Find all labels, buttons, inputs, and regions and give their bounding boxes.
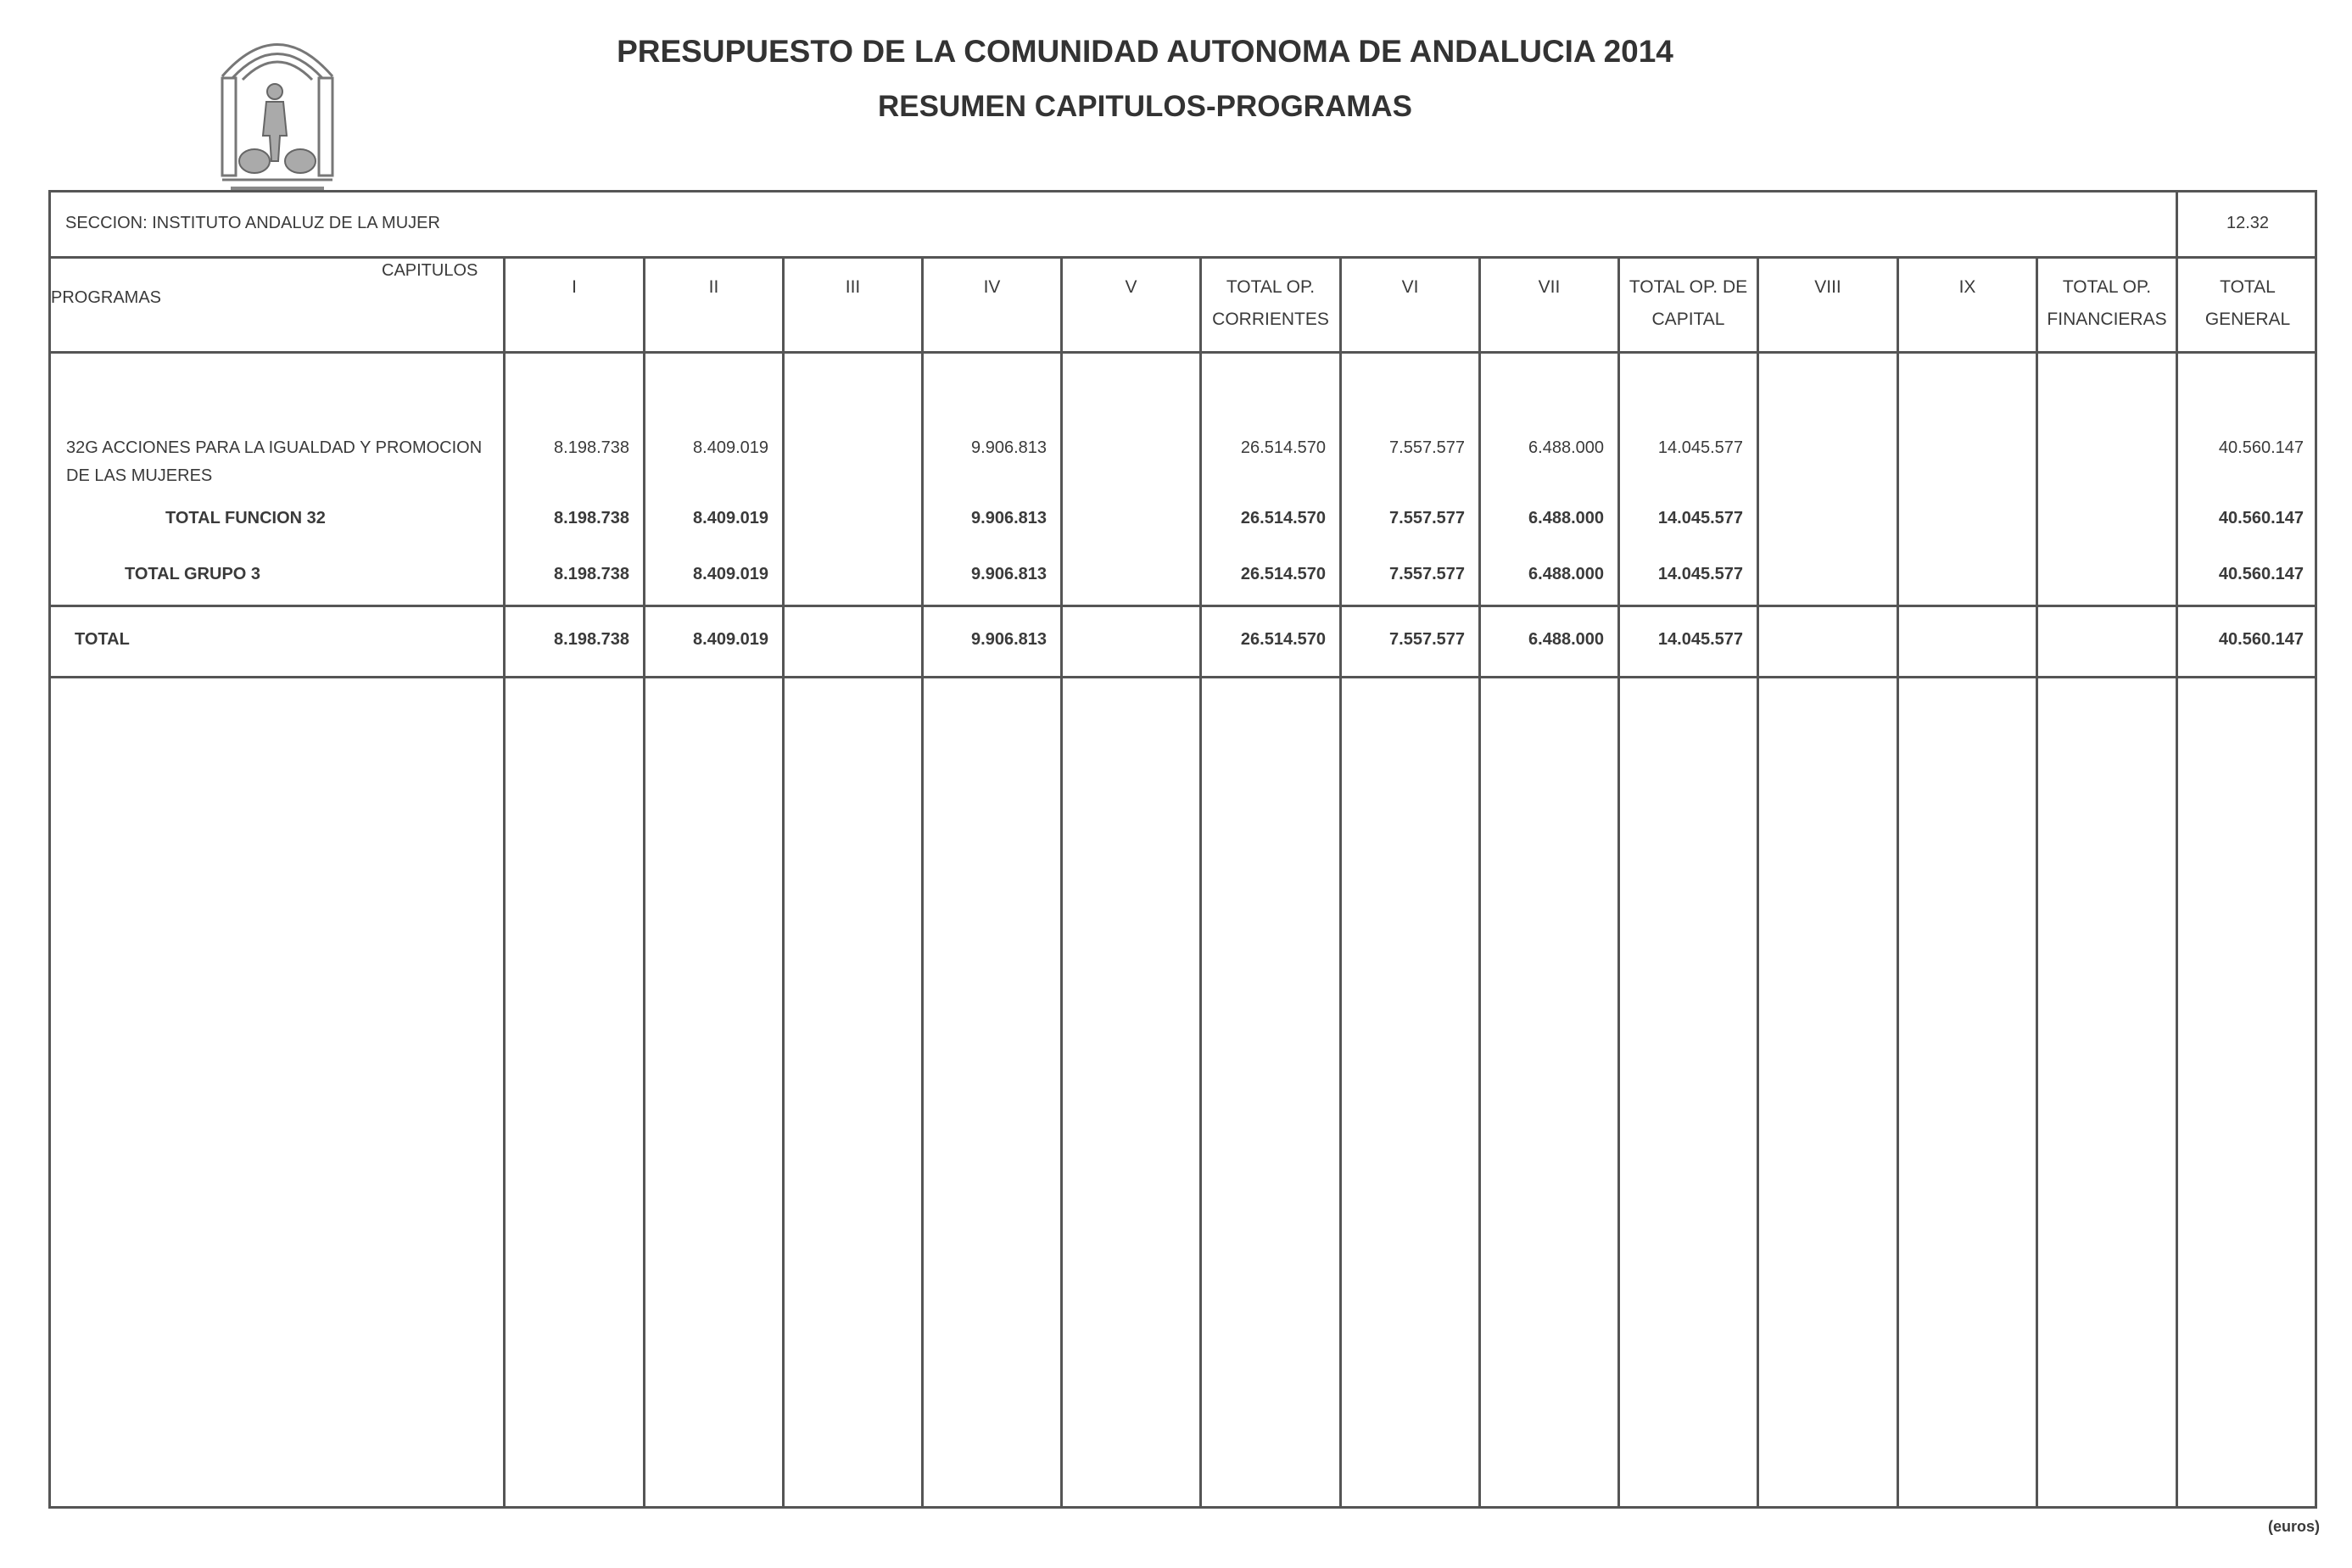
column-header-ii: II bbox=[708, 277, 719, 297]
column-header-vi: VI bbox=[1401, 277, 1419, 297]
budget-table bbox=[48, 190, 2317, 1509]
units-note: (euros) bbox=[2267, 1518, 2320, 1535]
total-vi: 7.557.577 bbox=[1389, 630, 1465, 649]
cell-vi: 7.557.577 bbox=[1389, 438, 1465, 457]
rule-below-total bbox=[48, 676, 2317, 678]
total-i: 8.198.738 bbox=[554, 630, 629, 649]
total-ii: 8.409.019 bbox=[693, 630, 768, 649]
corner-programas-label: PROGRAMAS bbox=[51, 288, 162, 307]
cell-iv: 9.906.813 bbox=[971, 438, 1047, 457]
cell-total-op-capital: 14.045.577 bbox=[1657, 565, 1743, 583]
column-header-i: I bbox=[572, 277, 577, 297]
column-divider bbox=[1060, 256, 1063, 1509]
row-label: TOTAL GRUPO 3 bbox=[125, 565, 261, 583]
section-code: 12.32 bbox=[2226, 214, 2270, 232]
cell-i: 8.198.738 bbox=[554, 509, 629, 527]
column-header-iii: III bbox=[845, 277, 861, 297]
cell-i: 8.198.738 bbox=[554, 438, 629, 457]
row-label-continuation: DE LAS MUJERES bbox=[66, 466, 213, 485]
total-label: TOTAL bbox=[75, 630, 130, 649]
total-op-capital: 14.045.577 bbox=[1657, 630, 1743, 649]
cell-ii: 8.409.019 bbox=[693, 565, 768, 583]
column-divider bbox=[782, 256, 785, 1509]
total-general: 40.560.147 bbox=[2218, 630, 2304, 649]
andalucia-coat-of-arms-icon bbox=[214, 25, 341, 195]
corner-capitulos-label: CAPITULOS bbox=[382, 261, 478, 280]
column-header-iv: IV bbox=[983, 277, 1001, 297]
row-label: 32G ACCIONES PARA LA IGUALDAD Y PROMOCION bbox=[66, 438, 483, 457]
column-divider bbox=[2036, 256, 2038, 1509]
total-iv: 9.906.813 bbox=[971, 630, 1047, 649]
section-label: SECCION: INSTITUTO ANDALUZ DE LA MUJER bbox=[65, 214, 440, 232]
cell-total-op-corrientes: 26.514.570 bbox=[1240, 565, 1326, 583]
cell-total-op-corrientes: 26.514.570 bbox=[1240, 438, 1326, 457]
cell-vii: 6.488.000 bbox=[1528, 438, 1604, 457]
document-title: PRESUPUESTO DE LA COMUNIDAD AUTONOMA DE ANDALUCIA 2014 bbox=[617, 34, 1673, 69]
cell-iv: 9.906.813 bbox=[971, 565, 1047, 583]
cell-total-op-corrientes: 26.514.570 bbox=[1240, 509, 1326, 527]
rule-below-section bbox=[48, 256, 2317, 259]
column-header-v: V bbox=[1125, 277, 1137, 297]
cell-total-general: 40.560.147 bbox=[2218, 565, 2304, 583]
cell-vii: 6.488.000 bbox=[1528, 509, 1604, 527]
cell-iv: 9.906.813 bbox=[971, 509, 1047, 527]
document-subtitle: RESUMEN CAPITULOS-PROGRAMAS bbox=[877, 90, 1413, 123]
cell-total-op-capital: 14.045.577 bbox=[1657, 438, 1743, 457]
column-header-ix: IX bbox=[1958, 277, 1976, 297]
column-header-total-op-corrientes: TOTAL OP. CORRIENTES bbox=[1212, 277, 1329, 329]
column-divider bbox=[1897, 256, 1899, 1509]
row-label: TOTAL FUNCION 32 bbox=[165, 509, 326, 527]
rule-above-total bbox=[48, 605, 2317, 607]
cell-i: 8.198.738 bbox=[554, 565, 629, 583]
cell-ii: 8.409.019 bbox=[693, 438, 768, 457]
column-header-total-op-financieras: TOTAL OP. FINANCIERAS bbox=[2047, 277, 2167, 329]
column-header-viii: VIII bbox=[1814, 277, 1841, 297]
cell-vi: 7.557.577 bbox=[1389, 565, 1465, 583]
rule-below-header bbox=[48, 351, 2317, 354]
cell-ii: 8.409.019 bbox=[693, 509, 768, 527]
cell-total-general: 40.560.147 bbox=[2218, 438, 2304, 457]
column-header-total-general: TOTAL GENERAL bbox=[2204, 277, 2291, 329]
cell-total-op-capital: 14.045.577 bbox=[1657, 509, 1743, 527]
cell-vi: 7.557.577 bbox=[1389, 509, 1465, 527]
column-header-total-op-capital: TOTAL OP. DE CAPITAL bbox=[1629, 277, 1748, 329]
column-header-vii: VII bbox=[1538, 277, 1561, 297]
cell-total-general: 40.560.147 bbox=[2218, 509, 2304, 527]
cell-vii: 6.488.000 bbox=[1528, 565, 1604, 583]
column-divider bbox=[1757, 256, 1759, 1509]
total-vii: 6.488.000 bbox=[1528, 630, 1604, 649]
total-op-corrientes: 26.514.570 bbox=[1240, 630, 1326, 649]
